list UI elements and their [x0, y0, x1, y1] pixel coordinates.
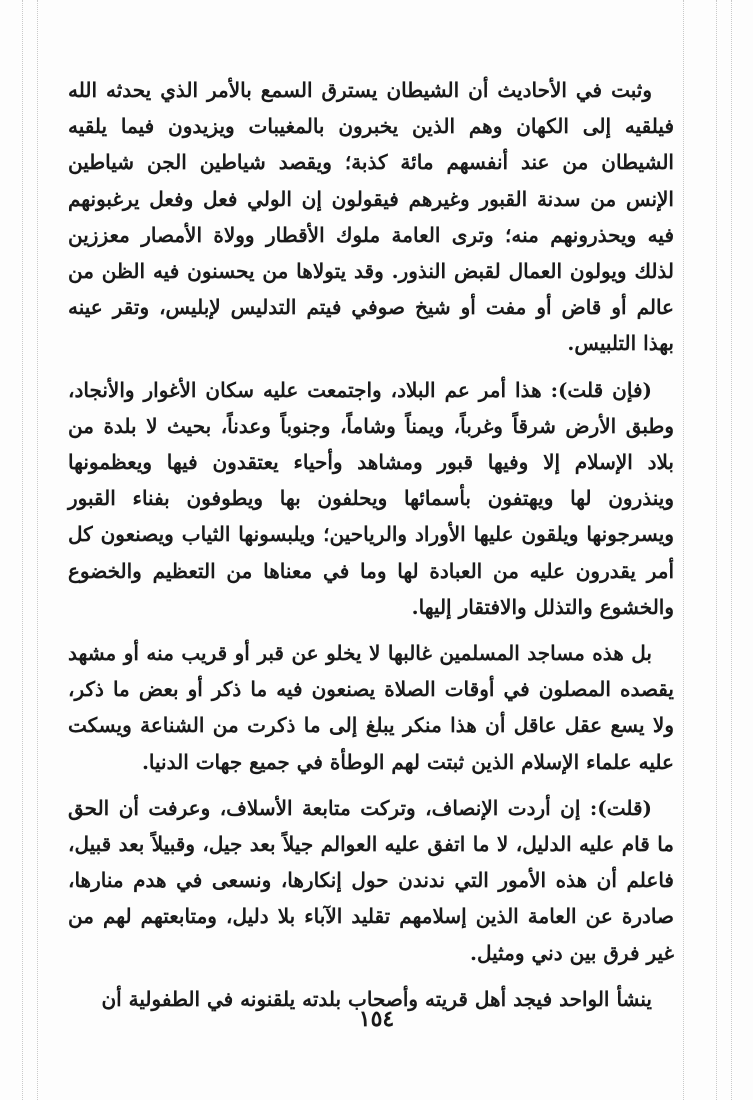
paragraph-yansha: ينشأ الواحد فيجد أهل قريته وأصحاب بلدته يلقنونه في الطفولية أن — [101, 986, 652, 1011]
body-text — [68, 72, 674, 1017]
scan-margin-line — [683, 0, 684, 1100]
paragraph-masajid: بل هذه مساجد المسلمين غالبها لا يخلو عن قبر أو قريب منه أو مشهد يقصده المصلون في أوقات الصلاة يصنعون فيه ما ذكر أو بعض ما ذكر، ولا يسع عقل عاقل أن هذا منكر يبلغ إلى ما ذكرت من الشناعة ويسكت عليه علماء الإسلام الذين ثبتت لهم الوطأة في جميع جهات الدنيا. — [68, 641, 674, 774]
scan-margin-line — [716, 0, 717, 1100]
paragraph-shayatin: وثبت في الأحاديث أن الشيطان يسترق السمع بالأمر الذي يحدثه الله فيلقيه إلى الكهان وهم الذين يخبرون بالمغيبات ويزيدون فيما يلقيه الشيطان من عند أنفسهم مائة كذبة؛ ويقصد شياطين الجن شياطين الإنس من سدنة القبور وغيرهم فيقولون إن الولي فعل وفعل يرغبونهم فيه ويحذرونهم منه؛ وترى العامة ملوك الأقطار وولاة الأمصار معززين لذلك ويولون العمال لقبض النذور. وقد يتولاها من يحسنون فيه الظن من عالم أو قاض أو مفت أو شيخ صوفي فيتم التدليس لإبليس، وتقر عينه بهذا التلبيس. — [68, 78, 675, 356]
paragraph-qultu: (قلت): إن أردت الإنصاف، وتركت متابعة الأسلاف، وعرفت أن الحق ما قام عليه الدليل، لا ما اتفق عليه العوالم جيلاً بعد جيل، وقبيلاً بعد قبيل، فاعلم أن هذه الأمور التي ندندن حول إنكارها، ونسعى في هدم منارها، صادرة عن العامة الذين إسلامهم تقليد الآباء بلا دليل، ومتابعتهم لهم من غير فرق بين دني ومثيل. — [68, 795, 674, 965]
scan-margin-line — [37, 0, 38, 1100]
paragraph-fa-in-qulta: (فإن قلت): هذا أمر عم البلاد، واجتمعت عليه سكان الأغوار والأنجاد، وطبق الأرض شرقاً وغرباً، ويمناً وشاماً، وجنوباً وعدناً، بحيث لا بلدة من بلاد الإسلام إلا وفيها قبور ومشاهد وأحياء يعتقدون فيها ويعظمونها وينذرون لها ويهتفون بأسمائها ويحلفون بها ويطوفون بفناء القبور ويسرجونها ويلقون عليها الأوراد والرياحين؛ ويلبسونها الثياب ويصنعون كل أمر يقدرون عليه من العبادة لها وما في معناها من التعظيم والخضوع والخشوع والتذلل والافتقار إليها. — [68, 377, 674, 619]
scan-margin-line — [731, 0, 732, 1100]
scan-margin-line — [22, 0, 23, 1100]
page-number: ١٥٤ — [358, 1006, 395, 1032]
